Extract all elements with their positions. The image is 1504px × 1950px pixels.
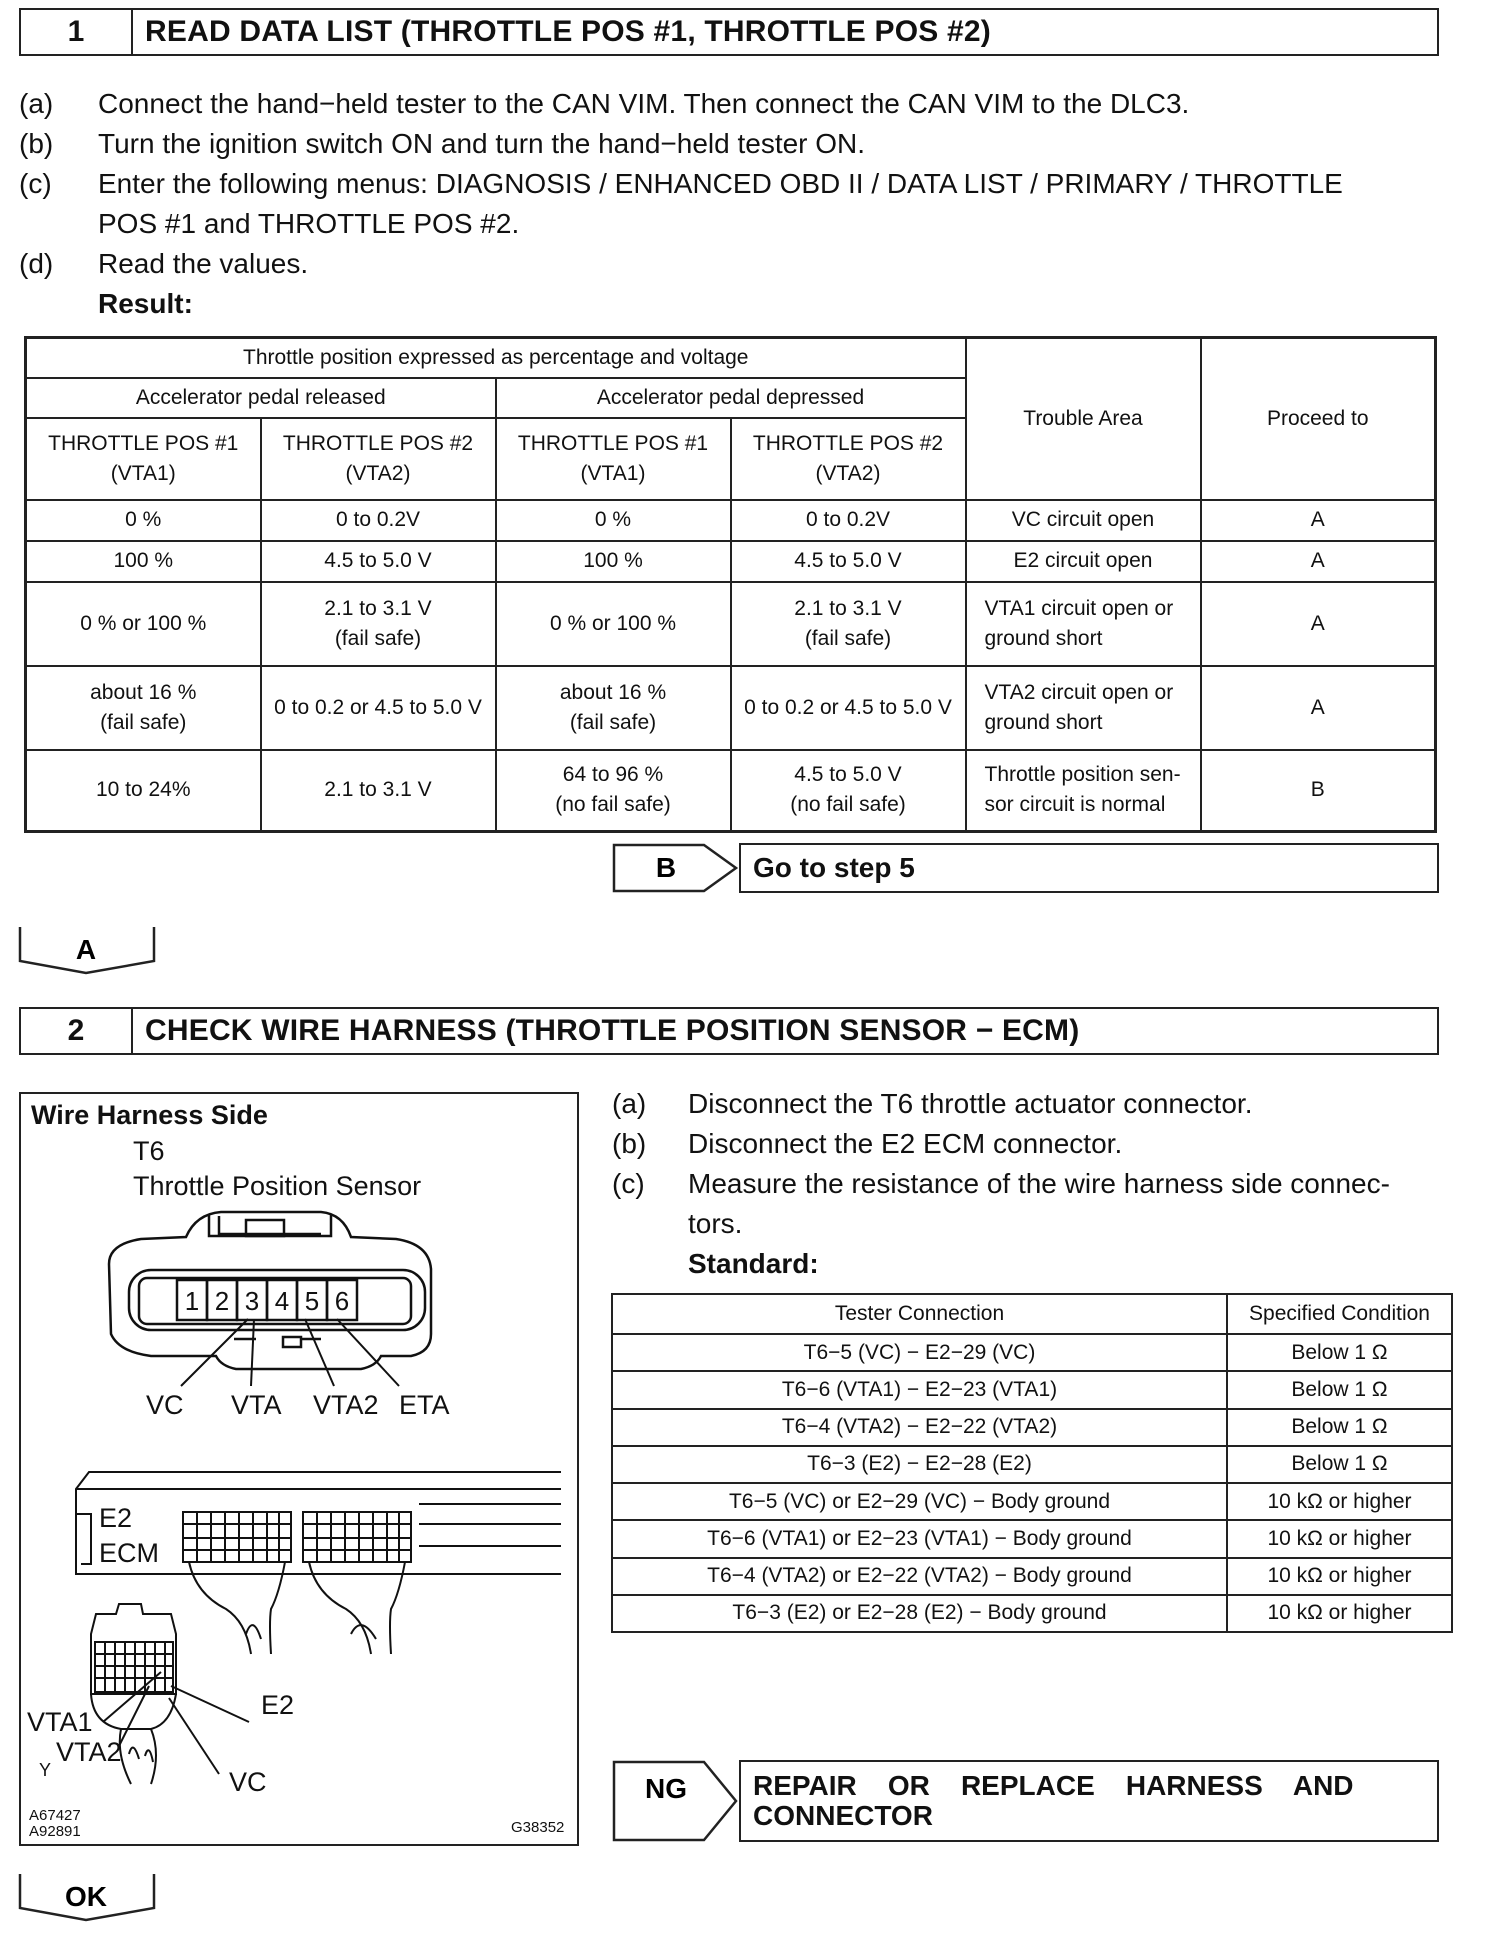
instruction-text: Connect the hand−held tester to the CAN VIM. Then connect the CAN VIM to the DLC3. [98, 88, 1190, 119]
table-cell: 0 to 0.2V [731, 500, 966, 541]
step-1-header [19, 8, 1439, 56]
branch-tab-label: A [75, 934, 97, 965]
col-header-line: (VTA1) [580, 461, 646, 485]
table-cell: 0 % [26, 500, 261, 541]
instruction-text: POS #1 and THROTTLE POS #2. [98, 208, 520, 239]
instruction-text: Measure the resistance of the wire harness side connec- [688, 1168, 1390, 1199]
corner-mark: Y [39, 1760, 52, 1780]
table-cell: 64 to 96 % (no fail safe) [496, 750, 731, 832]
instruction-text: Disconnect the E2 ECM connector. [688, 1128, 1123, 1159]
instruction-text: tors. [688, 1208, 743, 1239]
table-cell: T6−3 (E2) − E2−28 (E2) [612, 1446, 1227, 1483]
table-cell: 4.5 to 5.0 V (no fail safe) [731, 750, 966, 832]
wire-harness-diagram [19, 1092, 579, 1846]
table-cell: 100 % [26, 541, 261, 582]
table-row [612, 1520, 1452, 1557]
standard-label: Standard: [688, 1248, 819, 1279]
table-row [612, 1483, 1452, 1520]
branch-a-tab[interactable] [18, 925, 156, 975]
table-row [26, 750, 1436, 832]
branch-tab-label: OK [65, 1881, 107, 1912]
table-row [612, 1334, 1452, 1371]
table-row [26, 541, 1436, 582]
diagram-canvas [21, 1094, 577, 1844]
table-cell: 100 % [496, 541, 731, 582]
table-cell: 4.5 to 5.0 V [731, 541, 966, 582]
instruction-text: Enter the following menus: DIAGNOSIS / ENHANCED OBD II / DATA LIST / PRIMARY / THROTTLE [98, 168, 1343, 199]
instruction-text: Read the values. [98, 248, 309, 279]
table-cell: 0 to 0.2V [261, 500, 496, 541]
ng-result-line: CONNECTOR [753, 1800, 933, 1831]
pin-label: 4 [274, 1286, 290, 1316]
table-cell: VTA1 circuit open or ground short [966, 582, 1201, 666]
pin-function-label: VTA2 [313, 1390, 379, 1420]
table-cell: 10 kΩ or higher [1227, 1520, 1452, 1557]
pin-function-label: VTA [231, 1390, 282, 1420]
table-cell: A [1201, 582, 1436, 666]
col-header-line: THROTTLE POS #1 [517, 431, 709, 455]
table-cell: 10 kΩ or higher [1227, 1558, 1452, 1595]
step-number: 1 [21, 10, 133, 54]
table-cell: VC circuit open [966, 500, 1201, 541]
figure-ref: A67427 [29, 1807, 81, 1824]
figure-ref: G38352 [511, 1819, 565, 1836]
table-cell: T6−3 (E2) or E2−28 (E2) − Body ground [612, 1595, 1227, 1632]
pin-function-label: VC [146, 1390, 184, 1420]
t6-connector-drawing [109, 1212, 431, 1369]
table-cell: 10 kΩ or higher [1227, 1483, 1452, 1520]
table-cell: 4.5 to 5.0 V [261, 541, 496, 582]
ecm-pin-label: VTA2 [56, 1737, 122, 1767]
branch-ng-tag[interactable] [612, 1760, 740, 1842]
table-cell: 0 % or 100 % [496, 582, 731, 666]
instruction-label: (a) [19, 88, 54, 119]
branch-b-result: Go to step 5 [739, 843, 1439, 893]
col-header-vta1 [26, 418, 261, 500]
table-cell: 10 to 24% [26, 750, 261, 832]
ecm-pin-label: E2 [261, 1690, 295, 1720]
trouble-header: Trouble Area [966, 338, 1201, 500]
instruction-label: (c) [19, 168, 52, 199]
branch-tag-label: NG [645, 1773, 687, 1804]
instruction-text: Disconnect the T6 throttle actuator connector. [688, 1088, 1253, 1119]
col-header-vta2 [261, 418, 496, 500]
connector-name: Throttle Position Sensor [133, 1171, 422, 1201]
table-row [612, 1446, 1452, 1483]
table-cell: E2 circuit open [966, 541, 1201, 582]
figure-ref: A92891 [29, 1823, 81, 1840]
result-label: Result: [98, 288, 193, 319]
table-cell: 0 % or 100 % [26, 582, 261, 666]
pin-label: 2 [214, 1286, 230, 1316]
table-cell: Below 1 Ω [1227, 1446, 1452, 1483]
instruction-label: (d) [19, 248, 54, 279]
instruction-label: (b) [19, 128, 54, 159]
table-cell: Below 1 Ω [1227, 1371, 1452, 1408]
col-header-line: (VTA2) [345, 461, 411, 485]
table-cell: B [1201, 750, 1436, 832]
ecm-pin-label: VC [229, 1767, 267, 1797]
table-cell: 2.1 to 3.1 V (fail safe) [261, 582, 496, 666]
table-cell: about 16 % (fail safe) [496, 666, 731, 750]
table-cell: A [1201, 541, 1436, 582]
instruction-label: (b) [612, 1128, 647, 1159]
step-number: 2 [21, 1009, 133, 1053]
ecm-connector-id: E2 [99, 1503, 133, 1533]
table-cell: Below 1 Ω [1227, 1409, 1452, 1446]
table-cell: 2.1 to 3.1 V (fail safe) [731, 582, 966, 666]
table-cell: A [1201, 666, 1436, 750]
depressed-header: Accelerator pedal depressed [496, 378, 966, 418]
table-row [26, 666, 1436, 750]
table-cell: T6−6 (VTA1) or E2−23 (VTA1) − Body ground [612, 1520, 1227, 1557]
col-header-line: (VTA2) [815, 461, 881, 485]
step-title: CHECK WIRE HARNESS (THROTTLE POSITION SENSOR − ECM) [145, 1014, 1080, 1047]
col-header-line: (VTA1) [110, 461, 176, 485]
pin-function-label: ETA [399, 1390, 450, 1420]
group-header: Throttle position expressed as percentage and voltage [26, 338, 966, 378]
table-cell: 2.1 to 3.1 V [261, 750, 496, 832]
col-header-vta1 [496, 418, 731, 500]
table-row [612, 1558, 1452, 1595]
table-row [612, 1595, 1452, 1632]
branch-ng-result [739, 1760, 1439, 1842]
branch-tag-label: B [655, 852, 677, 883]
diagram-heading: Wire Harness Side [31, 1100, 268, 1130]
released-header: Accelerator pedal released [26, 378, 496, 418]
table-cell: T6−5 (VC) − E2−29 (VC) [612, 1334, 1227, 1371]
proceed-header: Proceed to [1201, 338, 1436, 500]
connector-id: T6 [133, 1136, 165, 1166]
table-cell: T6−4 (VTA2) − E2−22 (VTA2) [612, 1409, 1227, 1446]
instruction-text: Turn the ignition switch ON and turn the hand−held tester ON. [98, 128, 866, 159]
branch-ok-tab[interactable] [18, 1872, 156, 1922]
pin-label: 3 [244, 1286, 260, 1316]
step-2-header [19, 1007, 1439, 1055]
table-cell: VTA2 circuit open or ground short [966, 666, 1201, 750]
table-cell: about 16 % (fail safe) [26, 666, 261, 750]
col-header-vta2 [731, 418, 966, 500]
col-header-line: THROTTLE POS #2 [282, 431, 474, 455]
branch-b-tag[interactable] [612, 843, 740, 893]
instruction-label: (c) [612, 1168, 645, 1199]
table-row [26, 582, 1436, 666]
table-cell: T6−4 (VTA2) or E2−22 (VTA2) − Body ground [612, 1558, 1227, 1595]
table-cell: 0 to 0.2 or 4.5 to 5.0 V [731, 666, 966, 750]
step-title: READ DATA LIST (THROTTLE POS #1, THROTTLE POS #2) [145, 15, 991, 48]
table-row [612, 1409, 1452, 1446]
col-header-line: THROTTLE POS #2 [752, 431, 944, 455]
table-cell: Throttle position sen- sor circuit is normal [966, 750, 1201, 832]
pin-label: 1 [184, 1286, 200, 1316]
table-cell: 0 to 0.2 or 4.5 to 5.0 V [261, 666, 496, 750]
pin-label: 5 [304, 1286, 320, 1316]
ecm-label: ECM [99, 1538, 159, 1568]
standard-table [611, 1293, 1453, 1633]
pin-label: 6 [334, 1286, 350, 1316]
table-cell: 10 kΩ or higher [1227, 1595, 1452, 1632]
col-header-line: THROTTLE POS #1 [48, 431, 239, 455]
header-tester-connection: Tester Connection [612, 1294, 1227, 1334]
table-cell: Below 1 Ω [1227, 1334, 1452, 1371]
instruction-label: (a) [612, 1088, 647, 1119]
ecm-pin-label: VTA1 [27, 1707, 93, 1737]
result-table [24, 336, 1437, 833]
table-cell: T6−6 (VTA1) − E2−23 (VTA1) [612, 1371, 1227, 1408]
table-cell: A [1201, 500, 1436, 541]
ng-result-line: REPAIR OR REPLACE HARNESS AND [753, 1770, 1354, 1801]
table-row [26, 500, 1436, 541]
table-cell: 0 % [496, 500, 731, 541]
header-specified-condition: Specified Condition [1227, 1294, 1452, 1334]
table-row [612, 1371, 1452, 1408]
table-cell: T6−5 (VC) or E2−29 (VC) − Body ground [612, 1483, 1227, 1520]
